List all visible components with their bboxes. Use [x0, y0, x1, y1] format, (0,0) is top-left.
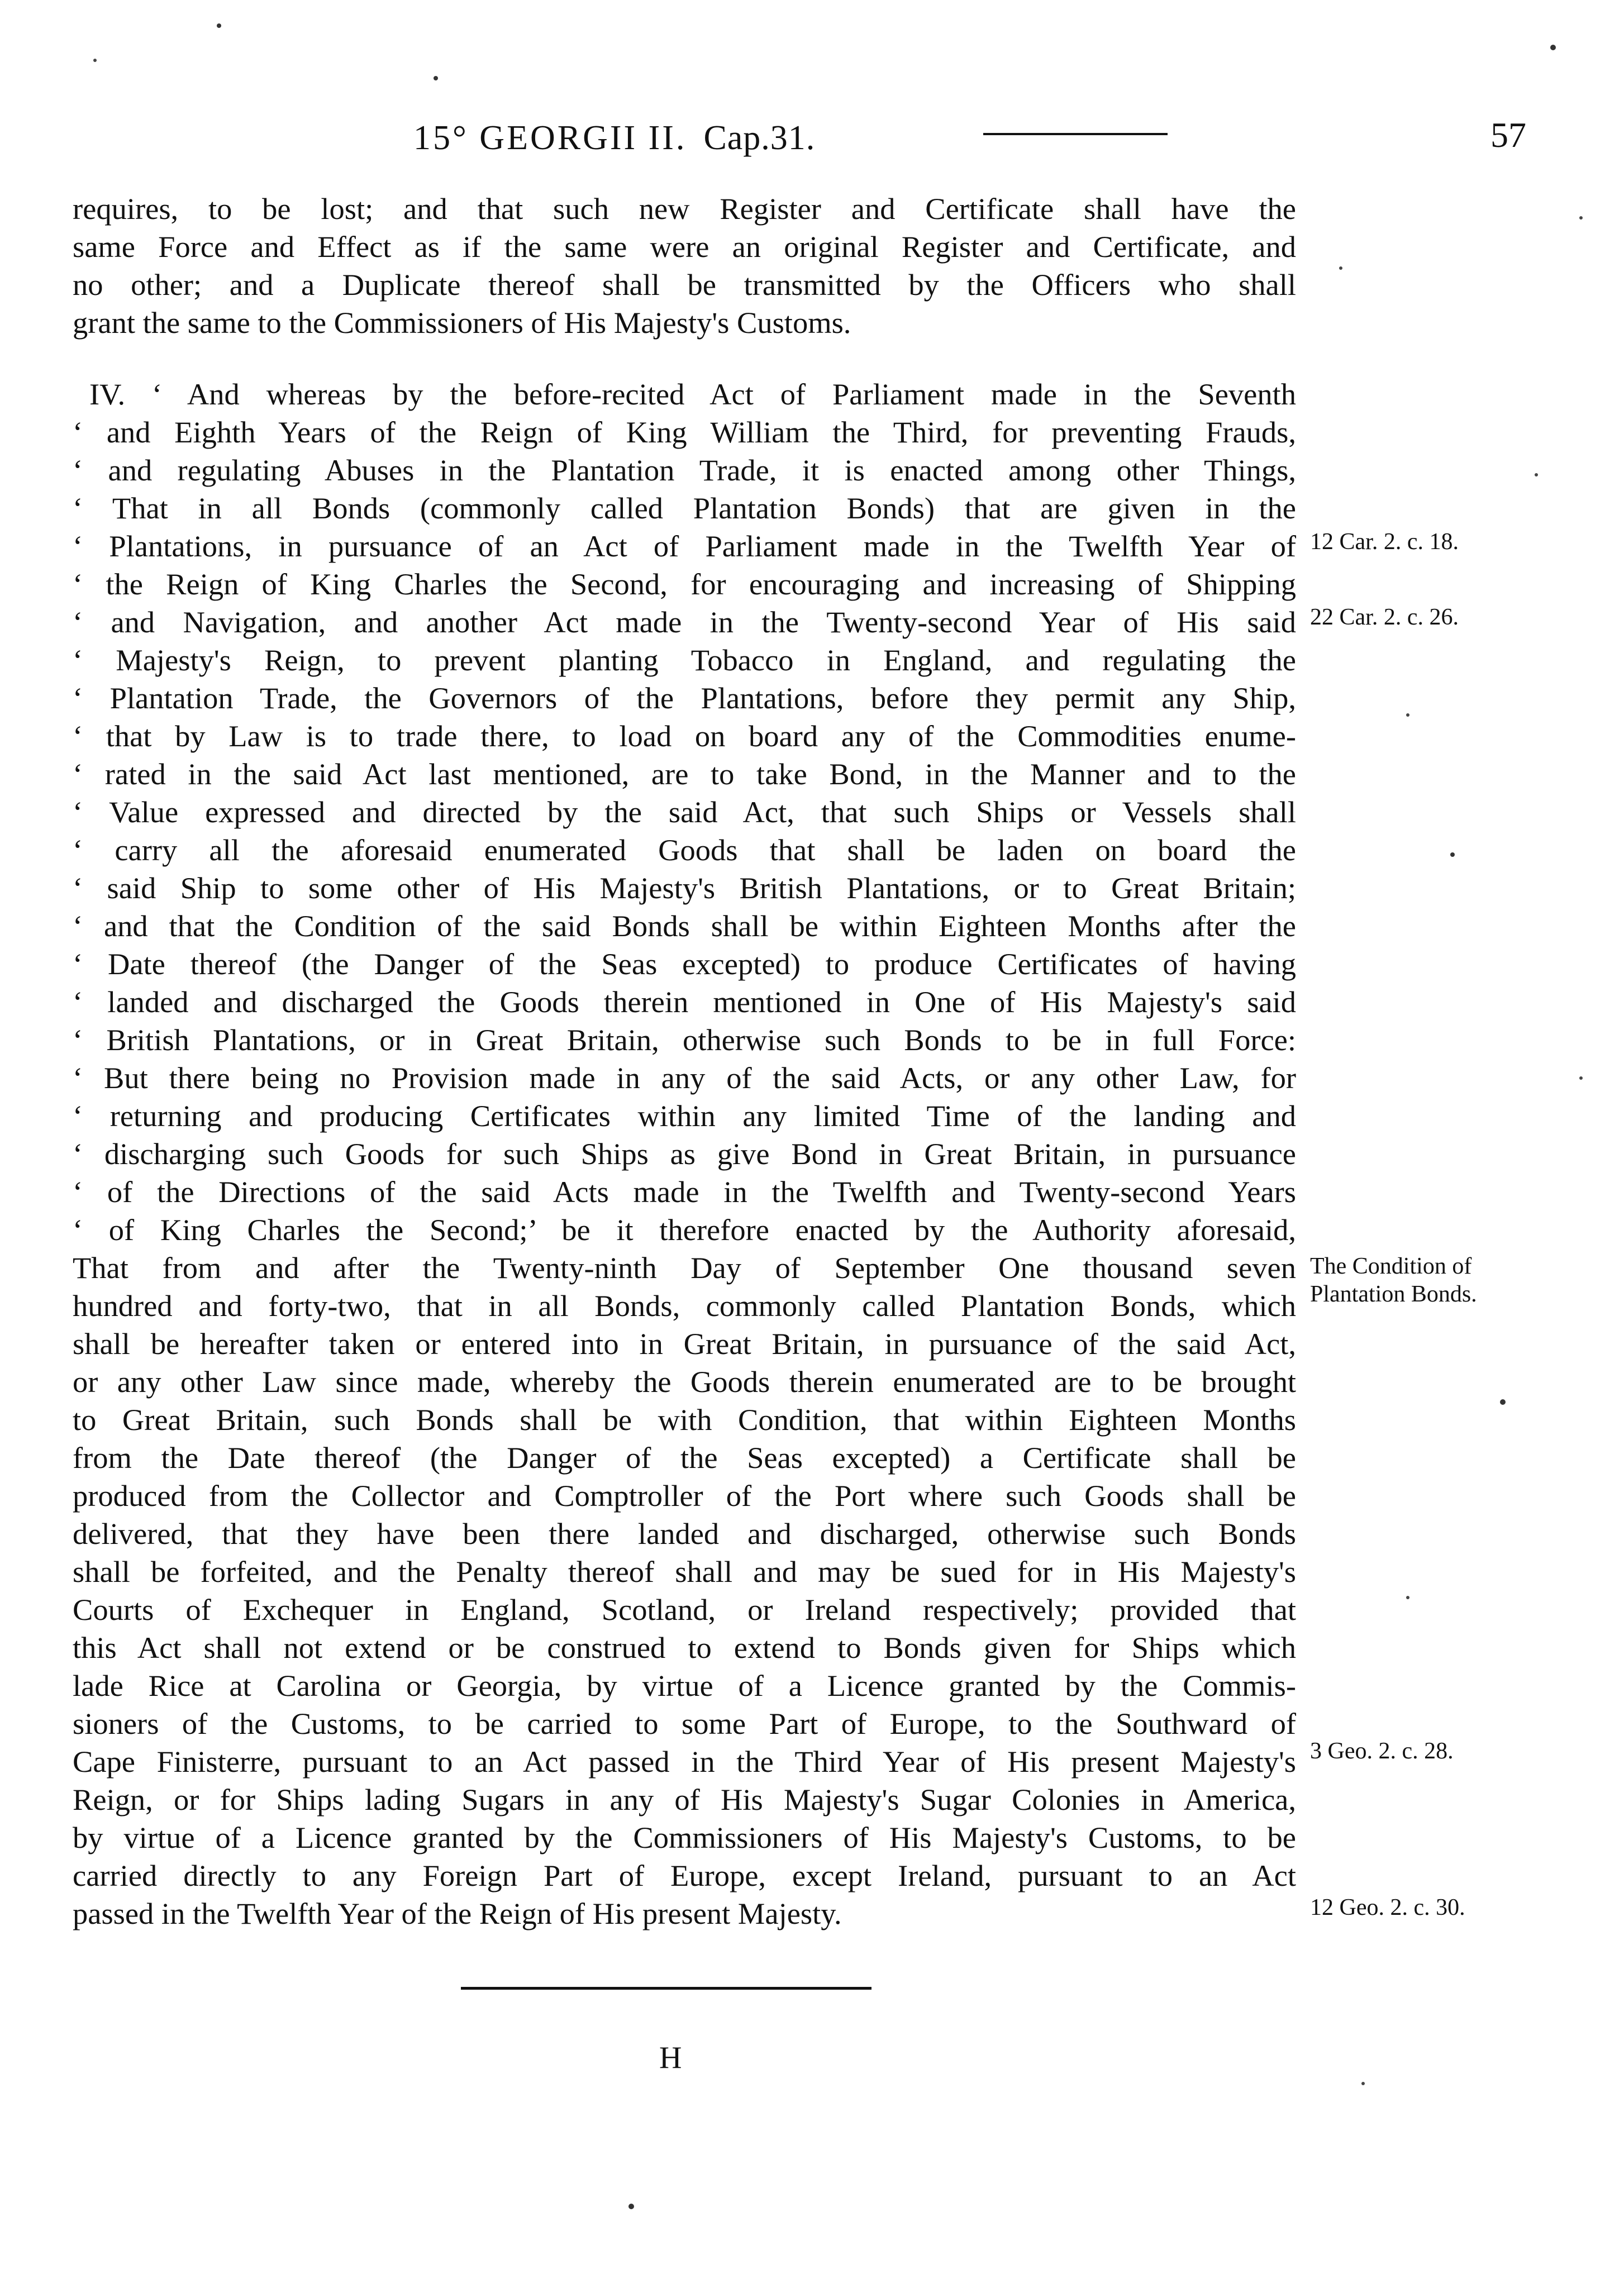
text-line: to Great Britain, such Bonds shall be with Condition, that within Eighteen Months — [73, 1403, 1296, 1437]
text-line: That from and after the Twenty-ninth Day of September One thousand seven — [73, 1251, 1296, 1285]
text-line: ‘ Date thereof (the Danger of the Seas excepted) to produce Certificates of having — [73, 947, 1296, 981]
text-line: ‘ returning and producing Certificates within any limited Time of the landing and — [73, 1099, 1296, 1133]
text-line: Reign, or for Ships lading Sugars in any of His Majesty's Sugar Colonies in America, — [73, 1782, 1296, 1817]
text-line: ‘ carry all the aforesaid enumerated Goods that shall be laden on board the — [73, 833, 1296, 867]
margin-note-12-car-2: 12 Car. 2. c. 18. — [1310, 529, 1459, 555]
text-line: ‘ of King Charles the Second;’ be it therefore enacted by the Authority aforesaid, — [73, 1213, 1296, 1247]
margin-note-22-car-2: 22 Car. 2. c. 26. — [1310, 604, 1459, 630]
text-line: carried directly to any Foreign Part of Europe, except Ireland, pursuant to an Act — [73, 1858, 1296, 1892]
text-line: shall be forfeited, and the Penalty thereof shall and may be sued for in His Majesty's — [73, 1555, 1296, 1589]
text-line: ‘ and Navigation, and another Act made in the Twenty-second Year of His said — [73, 605, 1296, 639]
text-line: Courts of Exchequer in England, Scotland, or Ireland respectively; provided that — [73, 1593, 1296, 1627]
text-line: lade Rice at Carolina or Georgia, by virtue of a Licence granted by the Commis- — [73, 1668, 1296, 1703]
text-line: ‘ discharging such Goods for such Ships as give Bond in Great Britain, in pursuance — [73, 1137, 1296, 1171]
margin-note-line: The Condition of — [1310, 1253, 1472, 1279]
text-line: passed in the Twelfth Year of the Reign of His present Majesty. — [73, 1896, 842, 1930]
text-line: by virtue of a Licence granted by the Commissioners of His Majesty's Customs, to be — [73, 1820, 1296, 1855]
signature-mark: H — [659, 2041, 682, 2075]
text-line: or any other Law since made, whereby the Goods therein enumerated are to be brought — [73, 1365, 1296, 1399]
text-line: ‘ rated in the said Act last mentioned, are to take Bond, in the Manner and to the — [73, 757, 1296, 791]
text-line: shall be hereafter taken or entered into in Great Britain, in pursuance of the said Act, — [73, 1327, 1296, 1361]
margin-note-3-geo-2: 3 Geo. 2. c. 28. — [1310, 1738, 1454, 1764]
text-line: delivered, that they have been there landed and discharged, otherwise such Bonds — [73, 1517, 1296, 1551]
text-line: ‘ Value expressed and directed by the said Act, that such Ships or Vessels shall — [73, 795, 1296, 829]
text-line: hundred and forty-two, that in all Bonds, commonly called Plantation Bonds, which — [73, 1289, 1296, 1323]
text-line: same Force and Effect as if the same were an original Register and Certificate, and — [73, 230, 1296, 264]
text-line: from the Date thereof (the Danger of the Seas excepted) a Certificate shall be — [73, 1441, 1296, 1475]
text-line: this Act shall not extend or be construed to extend to Bonds given for Ships which — [73, 1631, 1296, 1665]
text-line: grant the same to the Commissioners of His Majesty's Customs. — [73, 306, 851, 340]
text-line: ‘ British Plantations, or in Great Britain, otherwise such Bonds to be in full Force: — [73, 1023, 1296, 1057]
text-line: ‘ and that the Condition of the said Bonds shall be within Eighteen Months after the — [73, 909, 1296, 943]
text-line: ‘ landed and discharged the Goods therein mentioned in One of His Majesty's said — [73, 985, 1296, 1019]
text-line: IV. ‘ And whereas by the before-recited Act of Parliament made in the Seventh — [89, 377, 1296, 411]
text-line: ‘ said Ship to some other of His Majesty's British Plantations, or to Great Britain; — [73, 871, 1296, 905]
text-line: ‘ the Reign of King Charles the Second, for encouraging and increasing of Shipping — [73, 567, 1296, 601]
text-line: ‘ that by Law is to trade there, to load on board any of the Commodities enume- — [73, 719, 1296, 753]
text-line: ‘ of the Directions of the said Acts made in the Twelfth and Twenty-second Years — [73, 1175, 1296, 1209]
text-line: ‘ Plantations, in pursuance of an Act of Parliament made in the Twelfth Year of — [73, 529, 1296, 563]
page-number: 57 — [1490, 115, 1526, 155]
header-chapter: Cap.31. — [703, 119, 816, 157]
text-line: ‘ and Eighth Years of the Reign of King William the Third, for preventing Frauds, — [73, 415, 1296, 449]
text-line: produced from the Collector and Comptroller of the Port where such Goods shall be — [73, 1479, 1296, 1513]
text-line: ‘ Majesty's Reign, to prevent planting Tobacco in England, and regulating the — [73, 643, 1296, 677]
text-line: ‘ But there being no Provision made in any of the said Acts, or any other Law, for — [73, 1061, 1296, 1095]
margin-note-line: Plantation Bonds. — [1310, 1281, 1477, 1307]
text-line: ‘ and regulating Abuses in the Plantation Trade, it is enacted among other Things, — [73, 453, 1296, 487]
text-line: ‘ That in all Bonds (commonly called Plantation Bonds) that are given in the — [73, 491, 1296, 525]
text-line: ‘ Plantation Trade, the Governors of the Plantations, before they permit any Ship, — [73, 681, 1296, 715]
text-line: requires, to be lost; and that such new Register and Certificate shall have the — [73, 192, 1296, 226]
text-line: no other; and a Duplicate thereof shall be transmitted by the Officers who shall — [73, 268, 1296, 302]
text-line: Cape Finisterre, pursuant to an Act passed in the Third Year of His present Majesty's — [73, 1744, 1296, 1779]
text-line: sioners of the Customs, to be carried to some Part of Europe, to the Southward of — [73, 1706, 1296, 1741]
header-title: 15° GEORGII II. — [413, 119, 687, 157]
margin-note-12-geo-2: 12 Geo. 2. c. 30. — [1310, 1895, 1465, 1920]
